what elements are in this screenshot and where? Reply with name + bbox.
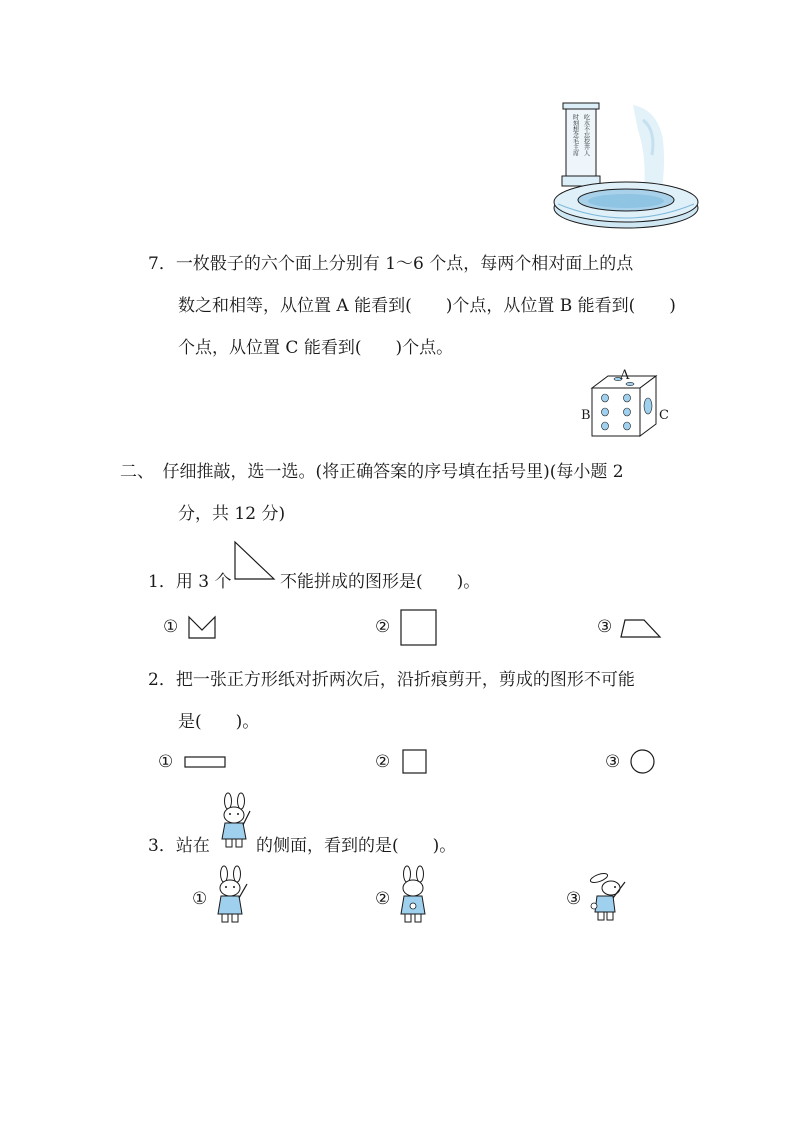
monument-left-text: 时刻想念毛主席	[571, 114, 579, 156]
section2-heading-line-1: 二、 仔细推敲，选一选。(将正确答案的序号填在括号里)(每小题 2	[120, 462, 624, 482]
dice-figure	[580, 370, 670, 454]
dice-label-a: A	[620, 368, 630, 383]
q3-option-2-rabbit-back[interactable]	[393, 866, 437, 930]
q1-option-1-shape[interactable]	[188, 616, 218, 644]
q1-option-3-shape[interactable]	[620, 619, 662, 643]
q2-line-2: 是( )。	[178, 712, 260, 732]
q3-option-3-rabbit-side[interactable]	[583, 868, 635, 928]
q7-line-2: 数之和相等，从位置 A 能看到( )个点，从位置 B 能看到( )	[178, 296, 676, 316]
dice-label-b: B	[581, 408, 591, 423]
dice-label-c: C	[659, 408, 669, 423]
q3-option-2-label[interactable]: ②	[375, 889, 391, 909]
q1-option-2-label[interactable]: ②	[375, 617, 391, 637]
section2-heading-line-2: 分，共 12 分)	[178, 504, 286, 524]
q1-option-3-label[interactable]: ③	[597, 617, 613, 637]
q1-suffix: 不能拼成的图形是( )。	[280, 572, 481, 592]
q7-line-3: 个点，从位置 C 能看到( )个点。	[178, 338, 454, 358]
q3-option-1-label[interactable]: ①	[192, 889, 208, 909]
q2-option-3-label[interactable]: ③	[605, 752, 621, 772]
well-illustration	[548, 100, 678, 234]
q2-option-1-shape[interactable]	[184, 755, 228, 774]
q3-option-1-rabbit-front[interactable]	[210, 866, 254, 930]
q2-line-1: 2．把一张正方形纸对折两次后，沿折痕剪开，剪成的图形不可能	[148, 670, 635, 690]
q2-option-2-shape[interactable]	[402, 749, 428, 779]
q2-option-2-label[interactable]: ②	[375, 752, 391, 772]
q3-rabbit-front-icon	[214, 793, 258, 855]
monument-right-text: 吃水不忘挖井人	[582, 114, 590, 156]
q2-option-1-label[interactable]: ①	[158, 752, 174, 772]
q1-option-1-label[interactable]: ①	[163, 617, 179, 637]
q2-option-3-shape[interactable]	[630, 749, 656, 779]
q1-triangle-icon	[234, 541, 276, 585]
q3-option-3-label[interactable]: ③	[566, 889, 582, 909]
q7-line-1: 7．一枚骰子的六个面上分别有 1～6 个点，每两个相对面上的点	[148, 254, 634, 274]
q1-prefix: 1．用 3 个	[148, 572, 232, 592]
well-monument-figure	[548, 100, 678, 230]
q1-option-2-shape[interactable]	[400, 609, 438, 651]
q3-suffix: 的侧面，看到的是( )。	[256, 836, 457, 856]
q3-prefix: 3．站在	[148, 836, 210, 856]
